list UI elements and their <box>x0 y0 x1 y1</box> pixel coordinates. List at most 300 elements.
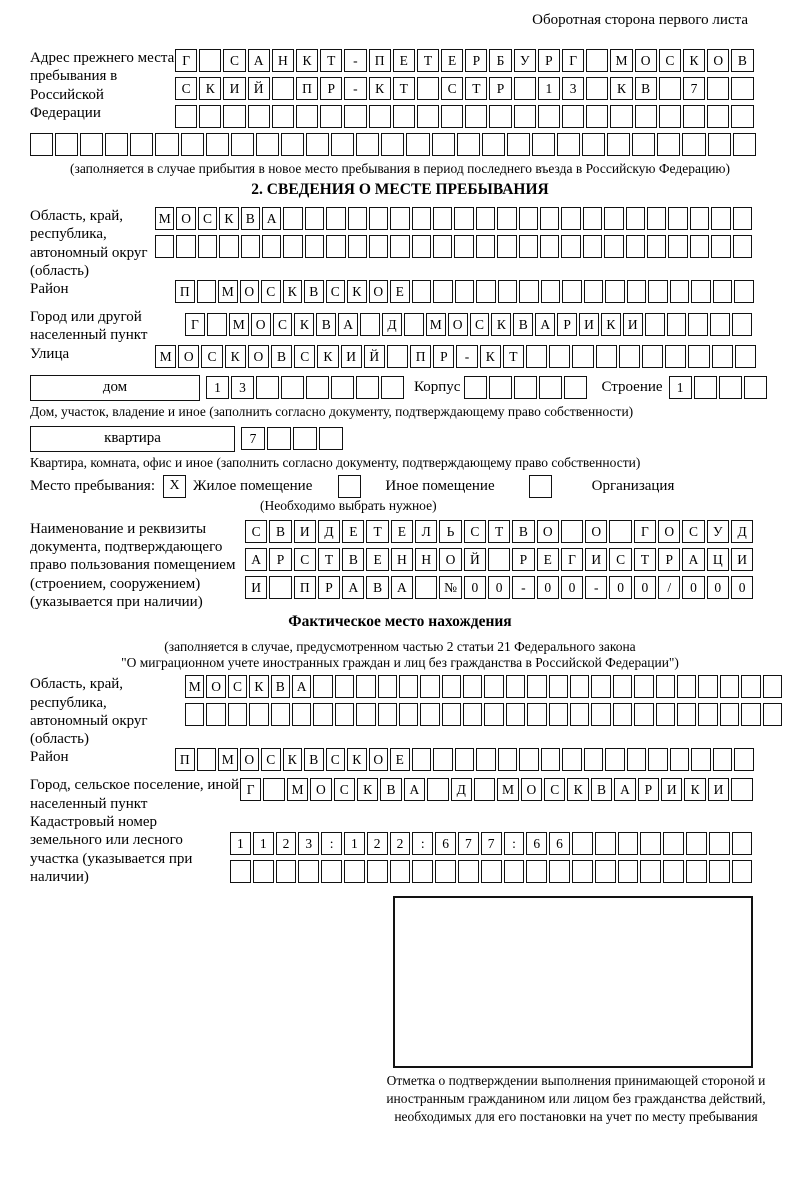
char-cell <box>711 207 730 230</box>
char-cell <box>586 49 608 72</box>
char-cell <box>698 703 717 726</box>
char-cell: К <box>225 345 246 368</box>
char-cell <box>356 703 375 726</box>
section2-title: 2. СВЕДЕНИЯ О МЕСТЕ ПРЕБЫВАНИЯ <box>251 181 549 198</box>
char-cell <box>356 675 375 698</box>
char-cell <box>561 235 580 258</box>
char-cell: 0 <box>488 576 510 599</box>
char-cell <box>596 345 617 368</box>
char-cell <box>412 207 431 230</box>
char-cell <box>293 427 317 450</box>
char-cell: У <box>707 520 729 543</box>
char-cell: К <box>684 778 705 801</box>
char-cell: О <box>635 49 657 72</box>
char-cell <box>595 860 616 883</box>
char-cell: К <box>683 49 705 72</box>
char-cell <box>369 207 388 230</box>
char-cell <box>198 235 217 258</box>
char-cell: С <box>198 207 217 230</box>
char-cell: О <box>251 313 271 336</box>
char-cell: С <box>334 778 355 801</box>
char-cell: - <box>456 345 477 368</box>
char-cell <box>656 675 675 698</box>
char-cell: Е <box>391 520 413 543</box>
char-cell: Т <box>465 77 487 100</box>
document-block <box>30 520 770 611</box>
char-cell <box>663 832 684 855</box>
char-cell <box>306 376 329 399</box>
char-cell <box>80 133 103 156</box>
char-cell <box>305 235 324 258</box>
char-cell: Р <box>538 49 560 72</box>
char-cell <box>648 748 668 771</box>
char-cell: П <box>410 345 431 368</box>
char-cell: Г <box>634 520 656 543</box>
char-cell <box>656 703 675 726</box>
char-cell <box>667 313 687 336</box>
char-cell: Т <box>393 77 415 100</box>
char-cell <box>197 280 217 303</box>
char-cell: 1 <box>253 832 274 855</box>
char-cell <box>176 235 195 258</box>
char-cell <box>387 345 408 368</box>
char-cell <box>733 207 752 230</box>
char-cell <box>708 133 731 156</box>
char-cell <box>199 105 221 128</box>
prev-address-block <box>30 49 770 133</box>
char-cell <box>404 313 424 336</box>
char-cell <box>489 105 511 128</box>
char-cell <box>504 860 525 883</box>
char-cell <box>412 235 431 258</box>
char-cell <box>241 235 260 258</box>
char-cell <box>734 280 754 303</box>
char-cell <box>206 703 225 726</box>
char-cell: 7 <box>481 832 502 855</box>
region-row-2 <box>155 235 752 258</box>
char-cell: 3 <box>231 376 254 399</box>
char-cell: Й <box>248 77 270 100</box>
char-cell <box>647 207 666 230</box>
char-cell <box>335 675 354 698</box>
char-cell: - <box>344 77 366 100</box>
char-cell: В <box>304 280 324 303</box>
korpus-label: Корпус <box>414 379 461 396</box>
char-cell: А <box>262 207 281 230</box>
char-cell <box>549 345 570 368</box>
char-cell: В <box>513 313 533 336</box>
char-cell <box>457 133 480 156</box>
char-cell <box>298 860 319 883</box>
char-cell: № <box>439 576 461 599</box>
char-cell: С <box>175 77 197 100</box>
char-cell: 1 <box>538 77 560 100</box>
char-cell: А <box>292 675 311 698</box>
char-cell <box>572 345 593 368</box>
char-cell: 1 <box>344 832 365 855</box>
char-cell: Р <box>638 778 659 801</box>
char-cell <box>549 675 568 698</box>
char-cell <box>30 133 53 156</box>
char-cell: А <box>614 778 635 801</box>
actual-region-row-1 <box>185 675 782 698</box>
char-cell: 6 <box>526 832 547 855</box>
char-cell: К <box>610 77 632 100</box>
char-cell: Б <box>489 49 511 72</box>
char-cell <box>464 376 487 399</box>
char-cell <box>677 703 696 726</box>
char-cell: Г <box>185 313 205 336</box>
char-cell: 1 <box>669 376 692 399</box>
char-cell <box>605 280 625 303</box>
char-cell <box>720 703 739 726</box>
char-cell <box>506 703 525 726</box>
char-cell <box>526 860 547 883</box>
char-cell: В <box>591 778 612 801</box>
char-cell <box>281 133 304 156</box>
char-cell: М <box>218 748 238 771</box>
char-cell <box>417 105 439 128</box>
char-cell: С <box>245 520 267 543</box>
char-cell: К <box>219 207 238 230</box>
char-cell: С <box>228 675 247 698</box>
char-cell: О <box>369 748 389 771</box>
char-cell <box>326 235 345 258</box>
char-cell <box>514 376 537 399</box>
char-cell <box>415 576 437 599</box>
char-cell: А <box>682 548 704 571</box>
char-cell <box>735 345 756 368</box>
char-cell <box>657 133 680 156</box>
char-cell: С <box>273 313 293 336</box>
char-cell <box>281 376 304 399</box>
char-cell <box>369 235 388 258</box>
char-cell <box>435 860 456 883</box>
char-cell: 3 <box>562 77 584 100</box>
char-cell: Е <box>390 280 410 303</box>
char-cell <box>683 105 705 128</box>
char-cell <box>710 313 730 336</box>
char-cell: К <box>296 49 318 72</box>
char-cell <box>219 235 238 258</box>
char-cell <box>688 313 708 336</box>
street-block <box>30 345 770 373</box>
char-cell <box>420 675 439 698</box>
char-cell <box>498 280 518 303</box>
region-rows <box>155 207 752 263</box>
char-cell: К <box>480 345 501 368</box>
char-cell: - <box>512 576 534 599</box>
char-cell <box>367 860 388 883</box>
char-cell <box>432 133 455 156</box>
char-cell <box>610 105 632 128</box>
char-cell: О <box>206 675 225 698</box>
char-cell <box>562 105 584 128</box>
char-cell: У <box>514 49 536 72</box>
char-cell <box>713 748 733 771</box>
char-cell <box>481 860 502 883</box>
char-cell <box>572 860 593 883</box>
document-label: Наименование и реквизиты документа, подтверждающего право пользования помещением (строением, сооружением) (указывается при наличии) <box>30 520 236 610</box>
char-cell <box>185 703 204 726</box>
char-cell: О <box>240 280 260 303</box>
char-cell <box>659 105 681 128</box>
char-cell: К <box>491 313 511 336</box>
char-cell: Г <box>240 778 261 801</box>
char-cell: Д <box>318 520 340 543</box>
char-cell <box>519 235 538 258</box>
char-cell: 3 <box>298 832 319 855</box>
char-cell <box>441 105 463 128</box>
char-cell <box>549 860 570 883</box>
char-cell: 7 <box>241 427 265 450</box>
char-cell <box>223 105 245 128</box>
char-cell <box>155 133 178 156</box>
char-cell: С <box>223 49 245 72</box>
stamp-caption: Отметка о подтверждении выполнения принимающей стороной и иностранным гражданином или лицом без гражданства действий, необходимых для его постановки на учет по месту пребывания <box>386 1073 766 1125</box>
char-cell: А <box>535 313 555 336</box>
char-cell <box>732 860 753 883</box>
char-cell <box>514 77 536 100</box>
char-cell <box>719 376 742 399</box>
char-cell <box>570 703 589 726</box>
char-cell: Д <box>382 313 402 336</box>
char-cell <box>557 133 580 156</box>
char-cell <box>712 345 733 368</box>
char-cell: П <box>175 280 195 303</box>
char-cell: П <box>294 576 316 599</box>
char-cell: И <box>731 548 753 571</box>
char-cell: М <box>426 313 446 336</box>
char-cell <box>296 105 318 128</box>
char-cell <box>591 703 610 726</box>
char-cell <box>640 860 661 883</box>
char-cell: Г <box>562 49 584 72</box>
char-cell <box>540 207 559 230</box>
street-row <box>155 345 756 368</box>
char-cell <box>690 235 709 258</box>
char-cell <box>519 207 538 230</box>
korpus-cells <box>464 376 587 399</box>
char-cell <box>484 675 503 698</box>
char-cell: К <box>601 313 621 336</box>
char-cell: А <box>391 576 413 599</box>
char-cell <box>406 133 429 156</box>
char-cell: Р <box>318 576 340 599</box>
char-cell <box>230 860 251 883</box>
char-cell: К <box>283 748 303 771</box>
char-cell <box>539 376 562 399</box>
char-cell <box>619 345 640 368</box>
char-cell <box>55 133 78 156</box>
stay-option-residential-label: Жилое помещение <box>193 477 313 494</box>
char-cell: И <box>294 520 316 543</box>
char-cell <box>741 675 760 698</box>
char-cell <box>360 313 380 336</box>
char-cell <box>427 778 448 801</box>
char-cell <box>713 280 733 303</box>
actual-title: Фактическое место нахождения <box>288 613 512 631</box>
char-cell <box>584 280 604 303</box>
house-number-cells <box>206 376 404 399</box>
char-cell: К <box>294 313 314 336</box>
char-cell <box>663 860 684 883</box>
char-cell <box>686 832 707 855</box>
char-cell: М <box>155 345 176 368</box>
char-cell: С <box>544 778 565 801</box>
char-cell: С <box>261 280 281 303</box>
char-cell <box>561 520 583 543</box>
char-cell <box>474 778 495 801</box>
char-cell <box>694 376 717 399</box>
char-cell: И <box>585 548 607 571</box>
char-cell <box>276 860 297 883</box>
char-cell <box>497 235 516 258</box>
char-cell: А <box>338 313 358 336</box>
char-cell: М <box>229 313 249 336</box>
char-cell: - <box>585 576 607 599</box>
char-cell <box>741 703 760 726</box>
char-cell <box>591 675 610 698</box>
char-cell <box>326 207 345 230</box>
char-cell <box>642 345 663 368</box>
char-cell <box>292 703 311 726</box>
char-cell <box>519 280 539 303</box>
char-cell: Д <box>731 520 753 543</box>
char-cell <box>691 748 711 771</box>
char-cell <box>262 235 281 258</box>
char-cell: В <box>731 49 753 72</box>
char-cell: О <box>240 748 260 771</box>
char-cell <box>541 280 561 303</box>
char-cell <box>677 675 696 698</box>
char-cell <box>484 703 503 726</box>
char-cell: П <box>369 49 391 72</box>
char-cell: : <box>412 832 433 855</box>
char-cell: П <box>175 748 195 771</box>
char-cell: Д <box>451 778 472 801</box>
char-cell <box>476 280 496 303</box>
char-cell <box>272 77 294 100</box>
char-cell <box>732 313 752 336</box>
char-cell: Р <box>320 77 342 100</box>
actual-district-block <box>30 748 770 776</box>
char-cell: 1 <box>206 376 229 399</box>
char-cell <box>283 235 302 258</box>
char-cell: К <box>567 778 588 801</box>
char-cell <box>572 832 593 855</box>
char-cell <box>618 860 639 883</box>
char-cell <box>564 376 587 399</box>
char-cell <box>305 207 324 230</box>
char-cell: М <box>497 778 518 801</box>
page-side-note: Оборотная сторона первого листа <box>532 12 748 28</box>
char-cell <box>635 105 657 128</box>
char-cell <box>331 133 354 156</box>
house-caption: Дом, участок, владение и иное (заполнить согласно документу, подтверждающему право собственности) <box>30 403 634 419</box>
char-cell: М <box>610 49 632 72</box>
char-cell <box>476 235 495 258</box>
char-cell: К <box>199 77 221 100</box>
prev-address-rows <box>175 49 754 133</box>
char-cell: Т <box>320 49 342 72</box>
char-cell <box>498 748 518 771</box>
char-cell: О <box>585 520 607 543</box>
char-cell <box>613 675 632 698</box>
char-cell: О <box>248 345 269 368</box>
prev-address-row-2 <box>175 77 754 100</box>
char-cell <box>228 703 247 726</box>
char-cell <box>682 133 705 156</box>
char-cell <box>197 748 217 771</box>
checkbox-other-premises <box>338 475 361 498</box>
char-cell <box>604 235 623 258</box>
char-cell: 0 <box>561 576 583 599</box>
char-cell: 0 <box>682 576 704 599</box>
actual-caption-2: "О миграционном учете иностранных граждан и лиц без гражданства в Российской Федерации") <box>121 655 679 671</box>
char-cell <box>519 748 539 771</box>
char-cell: : <box>321 832 342 855</box>
char-cell: Н <box>415 548 437 571</box>
char-cell <box>465 105 487 128</box>
stay-option-organization-label: Организация <box>591 477 675 494</box>
char-cell <box>668 235 687 258</box>
char-cell <box>707 77 729 100</box>
city-block <box>30 308 770 345</box>
char-cell <box>561 207 580 230</box>
stay-type-caption: (Необходимо выбрать нужное) <box>260 497 437 513</box>
char-cell <box>691 280 711 303</box>
char-cell <box>670 280 690 303</box>
char-cell: Т <box>503 345 524 368</box>
char-cell: О <box>521 778 542 801</box>
street-label: Улица <box>30 345 70 362</box>
actual-region-label: Область, край, республика, автономный округ (область) <box>30 676 148 748</box>
char-cell <box>433 280 453 303</box>
char-cell <box>155 235 174 258</box>
char-cell <box>356 133 379 156</box>
char-cell <box>181 133 204 156</box>
char-cell <box>626 235 645 258</box>
char-cell <box>688 345 709 368</box>
char-cell: Г <box>561 548 583 571</box>
char-cell <box>393 105 415 128</box>
cadastral-label: Кадастровый номер земельного или лесного участка (указывается при наличии) <box>30 814 193 885</box>
char-cell <box>476 207 495 230</box>
char-cell <box>458 860 479 883</box>
actual-region-rows <box>185 675 782 731</box>
char-cell: И <box>245 576 267 599</box>
house-box: дом <box>30 375 200 401</box>
checkbox-residential <box>163 475 186 498</box>
char-cell: 7 <box>683 77 705 100</box>
char-cell <box>442 675 461 698</box>
char-cell: В <box>269 520 291 543</box>
char-cell: Т <box>366 520 388 543</box>
char-cell <box>348 235 367 258</box>
char-cell: А <box>245 548 267 571</box>
char-cell: В <box>380 778 401 801</box>
char-cell <box>627 748 647 771</box>
char-cell <box>626 207 645 230</box>
char-cell <box>433 235 452 258</box>
char-cell: К <box>347 280 367 303</box>
char-cell: 0 <box>464 576 486 599</box>
stay-type-label: Место пребывания: <box>30 477 155 494</box>
city-label: Город или другой населенный пункт <box>30 309 148 344</box>
char-cell <box>605 748 625 771</box>
char-cell: 6 <box>549 832 570 855</box>
